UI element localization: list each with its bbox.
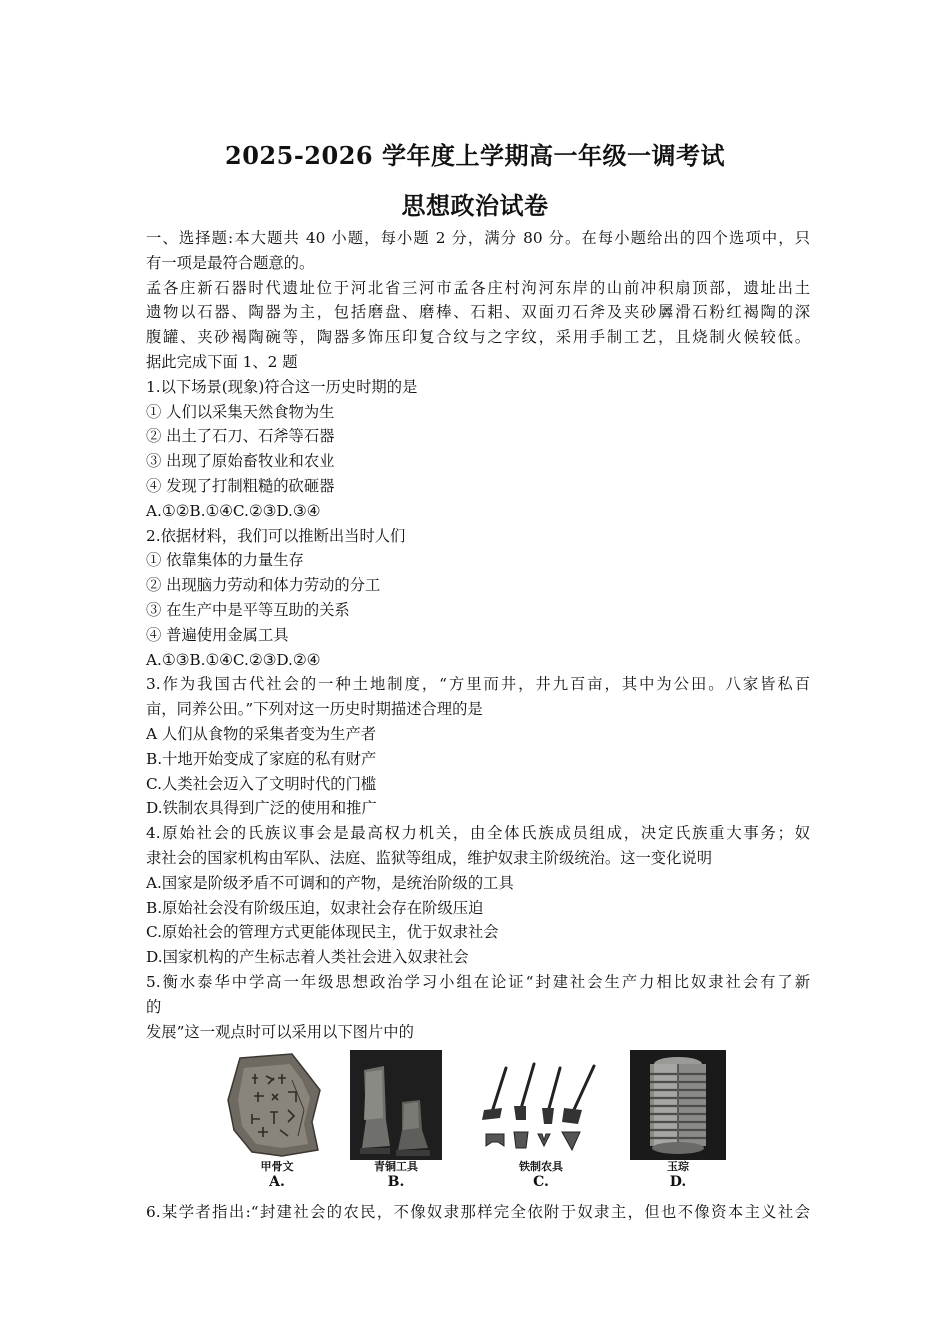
question-1-item-1: ① 人们以采集天然食物为生	[146, 402, 335, 421]
question-3-option-b: B.十地开始变成了家庭的私有财产	[146, 749, 377, 768]
figure-b-letter: B.	[387, 1174, 405, 1191]
bronze-tools-image	[350, 1050, 442, 1160]
question-3-option-d: D.铁制农具得到广泛的使用和推广	[146, 799, 377, 818]
figure-a-caption: 甲骨文	[260, 1160, 294, 1174]
question-4-option-d: D.国家机构的产生标志着人类社会进入奴隶社会	[146, 948, 469, 967]
exam-title: 2025-2026 学年度上学期高一年级一调考试	[225, 141, 725, 170]
figure-c-caption: 铁制农具	[519, 1160, 563, 1174]
question-5-stem-line-1: 5.衡水泰华中学高一年级思想政治学习小组在论证“封建社会生产力相比奴隶社会有了新	[146, 972, 810, 991]
question-2-options: A.①③B.①④C.②③D.②④	[146, 650, 321, 669]
figure-c	[476, 1050, 606, 1190]
figure-c-letter: C.	[533, 1174, 549, 1191]
section-instruction-line-2: 有一项是最符合题意的。	[146, 253, 315, 272]
question-3-option-c: C.人类社会迈入了文明时代的门槛	[146, 774, 377, 793]
question-3-stem-line-1: 3.作为我国古代社会的一种土地制度，“方里而井，井九百亩，其中为公田。八家皆私百	[146, 675, 810, 694]
material-line-3: 腹罐、夹砂褐陶碗等，陶器多饰压印复合纹与之字纹，采用手制工艺，且烧制火候较低。	[146, 328, 810, 347]
question-2-stem: 2.依据材料，我们可以推断出当时人们	[146, 526, 406, 545]
question-1-item-4: ④ 发现了打制粗糙的砍砸器	[146, 476, 335, 495]
question-1-item-3: ③ 出现了原始畜牧业和农业	[146, 452, 335, 471]
figure-a	[222, 1050, 332, 1190]
figure-b-caption: 青铜工具	[374, 1160, 418, 1174]
question-5-figure	[146, 1050, 810, 1198]
question-4-option-c: C.原始社会的管理方式更能体现民主，优于奴隶社会	[146, 923, 499, 942]
question-1-stem: 1.以下场景(现象)符合这一历史时期的是	[146, 377, 418, 396]
question-4-option-b: B.原始社会没有阶级压迫，奴隶社会存在阶级压迫	[146, 898, 484, 917]
question-3-stem-line-2: 亩，同养公田。”下列对这一历史时期描述合理的是	[146, 700, 483, 719]
figure-a-letter: A.	[269, 1174, 285, 1191]
question-5-stem-line-2: 的	[146, 997, 162, 1016]
question-6-stem-line-1: 6.某学者指出:“封建社会的农民，不像奴隶那样完全依附于奴隶主，但也不像资本主义社会	[146, 1203, 810, 1222]
question-1-item-2: ② 出土了石刀、石斧等石器	[146, 427, 335, 446]
question-3-option-a: A 人们从食物的采集者变为生产者	[146, 724, 377, 743]
question-5-stem-line-3: 发展”这一观点时可以采用以下图片中的	[146, 1022, 414, 1041]
question-2-item-3: ③ 在生产中是平等互助的关系	[146, 600, 350, 619]
question-2-item-4: ④ 普遍使用金属工具	[146, 625, 289, 644]
figure-b	[350, 1050, 442, 1190]
jade-cong-image	[630, 1050, 726, 1160]
figure-d	[630, 1050, 726, 1190]
iron-tools-image	[476, 1050, 606, 1160]
exam-content	[146, 226, 810, 1225]
figure-d-letter: D.	[669, 1174, 687, 1191]
material-line-2: 遗物以石器、陶器为主，包括磨盘、磨棒、石耜、双面刃石斧及夹砂羼滑石粉红褐陶的深	[146, 303, 810, 322]
question-2-item-2: ② 出现脑力劳动和体力劳动的分工	[146, 576, 381, 595]
oracle-bone-image	[222, 1050, 332, 1160]
material-line-1: 孟各庄新石器时代遗址位于河北省三河市孟各庄村泃河东岸的山前冲积扇顶部，遗址出土	[146, 278, 810, 297]
figure-d-caption: 玉琮	[667, 1160, 689, 1174]
exam-subtitle: 思想政治试卷	[401, 191, 549, 220]
question-4-option-a: A.国家是阶级矛盾不可调和的产物，是统治阶级的工具	[146, 873, 514, 892]
section-instruction-line-1: 一、选择题:本大题共 40 小题，每小题 2 分，满分 80 分。在每小题给出的四个选项中，只	[146, 229, 810, 247]
question-1-options: A.①②B.①④C.②③D.③④	[146, 501, 321, 520]
question-4-stem-line-2: 隶社会的国家机构由军队、法庭、监狱等组成，维护奴隶主阶级统治。这一变化说明	[146, 848, 712, 867]
material-line-4: 据此完成下面 1、2 题	[146, 352, 298, 371]
question-2-item-1: ① 依靠集体的力量生存	[146, 551, 304, 570]
question-4-stem-line-1: 4.原始社会的氏族议事会是最高权力机关，由全体氏族成员组成，决定氏族重大事务；奴	[146, 824, 810, 843]
